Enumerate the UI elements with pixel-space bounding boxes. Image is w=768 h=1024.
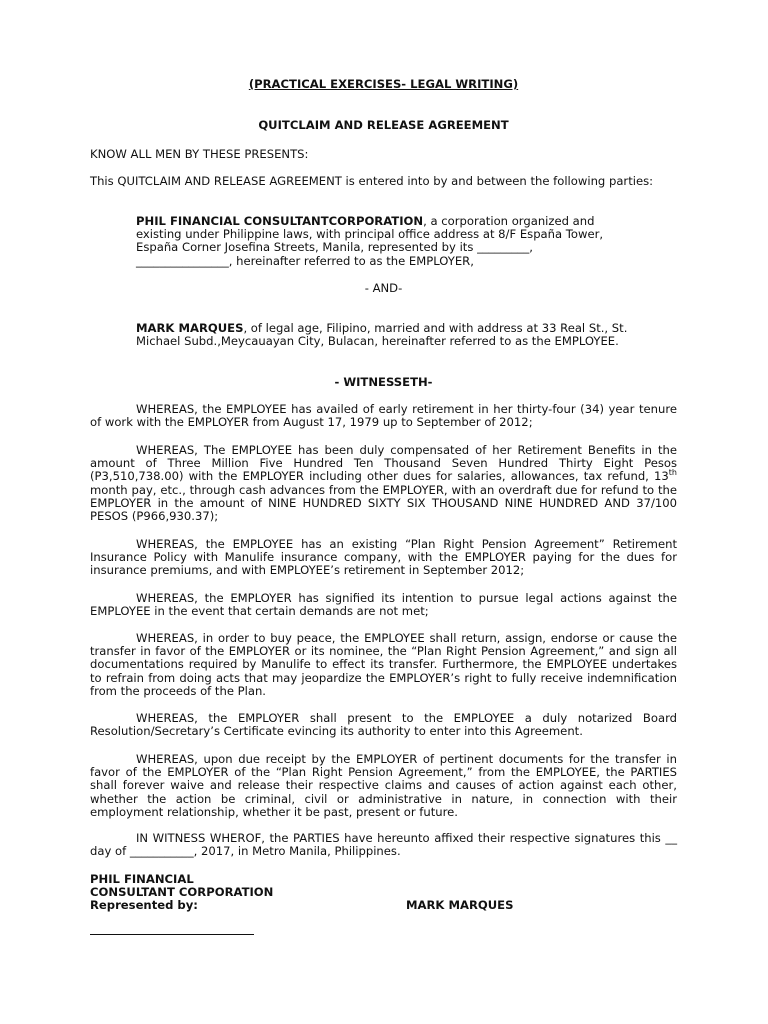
opening-paragraph: This QUITCLAIM AND RELEASE AGREEMENT is entered into by and between the following parties:: [90, 174, 654, 188]
employer-description: , a corporation organized and existing under Philippine laws, with principal office address at 8/F España Tower, España Corner Josefina Streets, Manila, represented by its _________, ________________, hereinafter referred to as the EMPLOYER,: [136, 214, 604, 268]
agreement-title: QUITCLAIM AND RELEASE AGREEMENT: [258, 118, 509, 132]
clause-2-superscript: th: [668, 468, 677, 478]
signature-line: [90, 934, 254, 935]
clause-2-text-a: WHEREAS, The EMPLOYEE has been duly compensated of her Retirement Benefits in the amount of Three Million Five Hundred Ten Thousand Seven Hundred Thirty Eight Pesos (P3,510,738.00) with the EMPLOYER including other dues for salaries, allowances, tax refund, 13: [90, 443, 677, 484]
employee-name: MARK MARQUES: [136, 321, 244, 335]
exercise-title: (PRACTICAL EXERCISES- LEGAL WRITING): [248, 77, 519, 91]
employer-name: PHIL FINANCIAL CONSULTANTCORPORATION: [136, 214, 424, 228]
employer-signatory-line-1: PHIL FINANCIAL: [90, 872, 194, 886]
clause-2-text-b: month pay, etc., through cash advances from the EMPLOYER, with an overdraft due for refund to the EMPLOYER in the amount of NINE HUNDRED SIXTY SIX THOUSAND NINE HUNDRED AND 37/100 PESOS (P966,930.37);: [90, 482, 677, 524]
employee-signatory-name: MARK MARQUES: [406, 898, 514, 912]
whereas-clause-2: [90, 444, 677, 523]
whereas-clause-6: WHEREAS, the EMPLOYER shall present to the EMPLOYEE a duly notarized Board Resolution/Secretary’s Certificate evincing its authority to enter into this Agreement.: [90, 711, 677, 739]
employer-signatory-line-2: CONSULTANT CORPORATION: [90, 885, 274, 899]
witnesseth-heading: - WITNESSETH-: [334, 375, 433, 389]
represented-by-label: Represented by:: [90, 898, 198, 912]
witness-clause: IN WITNESS WHEROF, the PARTIES have hereunto affixed their respective signatures this __ day of ___________, 2017, in Metro Manila, Philippines.: [90, 831, 677, 859]
whereas-clause-4: WHEREAS, the EMPLOYER has signified its intention to pursue legal actions against the EMPLOYEE in the event that certain demands are not met;: [90, 591, 677, 619]
whereas-clause-7: WHEREAS, upon due receipt by the EMPLOYER of pertinent documents for the transfer in favor of the EMPLOYER of the “Plan Right Pension Agreement,” from the EMPLOYEE, the PARTIES shall forever waive and release their respective claims and causes of action against each other, whether the action be criminal, civil or administrative in nature, in connection with their employment relationship, whether it be past, present or future.: [90, 752, 677, 819]
employee-party-paragraph: [136, 322, 632, 348]
whereas-clause-3: WHEREAS, the EMPLOYEE has an existing “Plan Right Pension Agreement” Retirement Insurance Policy with Manulife insurance company, with the EMPLOYER paying for the dues for insurance premiums, and with EMPLOYEE’s retirement in September 2012;: [90, 537, 677, 578]
whereas-clause-5: WHEREAS, in order to buy peace, the EMPLOYEE shall return, assign, endorse or cause the transfer in favor of the EMPLOYER or its nominee, the “Plan Right Pension Agreement,” and sign all documentations required by Manulife to effect its transfer. Furthermore, the EMPLOYEE undertakes to refrain from doing acts that may jeopardize the EMPLOYER’s right to fully receive indemnification from the proceeds of the Plan.: [90, 631, 677, 698]
know-all-men: KNOW ALL MEN BY THESE PRESENTS:: [90, 147, 309, 161]
and-separator: - AND-: [364, 281, 403, 295]
employee-description: , of legal age, Filipino, married and with address at 33 Real St., St. Michael Subd.,Meycauayan City, Bulacan, hereinafter referred to as the EMPLOYEE.: [136, 321, 628, 349]
employer-party-paragraph: [136, 215, 632, 268]
whereas-clause-1: WHEREAS, the EMPLOYEE has availed of early retirement in her thirty-four (34) year tenure of work with the EMPLOYER from August 17, 1979 up to September of 2012;: [90, 402, 677, 430]
